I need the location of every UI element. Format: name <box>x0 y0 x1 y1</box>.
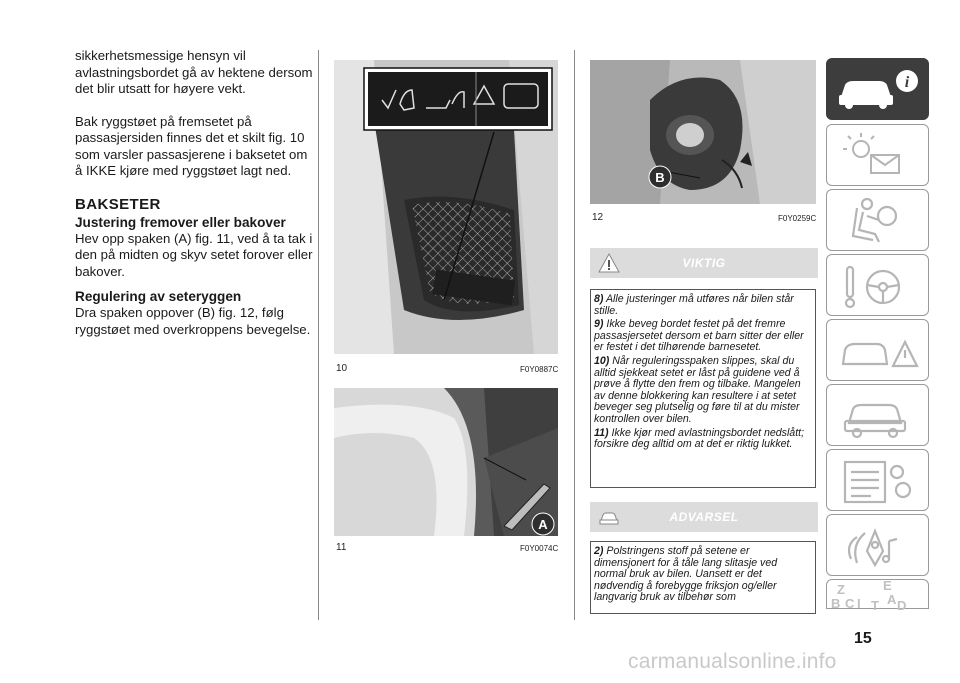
tab-emergency[interactable] <box>826 319 929 381</box>
paragraph: Dra spaken oppover (B) fig. 12, følg ryggstøet med overkroppens bevegelse. <box>75 305 311 337</box>
note-item: 8) Alle justeringer må utføres når bilen står stille. <box>594 293 794 317</box>
left-text-column <box>75 48 315 354</box>
svg-text:C: C <box>845 596 855 610</box>
emergency-car-icon <box>827 320 930 382</box>
figure-number: 12 <box>592 212 604 223</box>
subsection-heading: Justering fremover eller bakover <box>75 214 286 230</box>
figure-12-image <box>590 60 816 204</box>
tab-driving[interactable] <box>826 254 929 316</box>
watermark: carmanualsonline.info <box>628 650 837 673</box>
steering-wheel-icon <box>827 255 930 317</box>
note-item: 11) Ikke kjør med avlastningsbordet nedslått; forsikre deg alltid om at det er riktig lukket. <box>594 426 805 451</box>
alphabetical-index-icon <box>827 580 930 610</box>
tab-maintenance[interactable] <box>826 384 929 446</box>
svg-text:A: A <box>887 592 897 607</box>
tab-car-info[interactable] <box>826 58 929 120</box>
tab-technical-data[interactable] <box>826 449 929 511</box>
seat-airbag-icon <box>827 190 930 252</box>
warning-lights-icon <box>827 125 930 187</box>
car-maintenance-icon <box>827 385 930 447</box>
svg-text:B: B <box>831 596 841 610</box>
column-divider <box>318 50 319 620</box>
svg-text:Z: Z <box>837 582 845 597</box>
section-heading: BAKSETER <box>75 195 161 213</box>
svg-text:E: E <box>883 580 892 593</box>
viktig-header <box>590 248 818 278</box>
subsection-heading: Regulering av seteryggen <box>75 289 242 304</box>
svg-text:I: I <box>857 596 861 610</box>
note-item: 9) Ikke beveg bordet festet på det fremre passasjersetet dersom et barn sitter der eller er festet i det tilhørende barnesetet. <box>594 318 804 354</box>
tab-warning-lights[interactable] <box>826 124 929 186</box>
paragraph: sikkerhetsmessige hensyn vil avlastningsbordet gå av hektene dersom det blir utsatt for høyere vekt. <box>75 48 313 96</box>
figure-label-b: B <box>655 170 665 185</box>
column-divider <box>574 50 575 620</box>
advarsel-body <box>590 541 816 614</box>
figure-10-image <box>334 60 558 354</box>
figure-11-image <box>334 388 558 536</box>
advarsel-title: ADVARSEL <box>669 510 739 524</box>
svg-text:T: T <box>871 598 879 610</box>
technical-data-icon <box>827 450 930 512</box>
tab-index[interactable] <box>826 579 929 609</box>
paragraph: Hev opp spaken (A) fig. 11, ved å ta tak i den på midten og skyv setet forover eller bakover. <box>75 230 313 279</box>
figure-label-a: A <box>538 517 548 532</box>
figure-code: F0Y0259C <box>778 214 817 223</box>
viktig-title: VIKTIG <box>682 256 726 270</box>
paragraph: Bak ryggstøet på fremsetet på passasjersiden finnes det et skilt fig. 10 som varsler passasjerene i baksetet om å IKKE kjøre med ryggstøet lagt ned. <box>75 113 308 178</box>
svg-text:i: i <box>904 74 910 91</box>
note-item: 2) Polstringens stoff på setene er dimensjonert for å tåle lang slitasje ved normal bruk av bilen. Uansett er det nødvendig å forebygge friksjon og/eller langvarig bruk av tilbehør som <box>594 545 778 604</box>
svg-text:D: D <box>897 598 907 610</box>
figure-code: F0Y0887C <box>520 365 559 374</box>
tab-multimedia[interactable] <box>826 514 929 576</box>
advarsel-header <box>590 502 818 532</box>
note-item: 10) Når reguleringsspaken slippes, skal du alltid sjekkeat setet er låst på guidene ved å prøve å flytte den frem og tilbake. Mangelen av denne blokkering kan resultere i at setet beveger seg plutselig og føre til at du mister kontrollen over bilen. <box>594 354 801 425</box>
tab-safety[interactable] <box>826 189 929 251</box>
viktig-body <box>590 289 816 488</box>
figure-code: F0Y0074C <box>520 544 559 553</box>
page-number: 15 <box>854 630 872 647</box>
figure-number: 11 <box>336 542 347 553</box>
car-info-icon <box>827 59 930 121</box>
figure-number: 10 <box>336 363 348 374</box>
multimedia-icon <box>827 515 930 577</box>
